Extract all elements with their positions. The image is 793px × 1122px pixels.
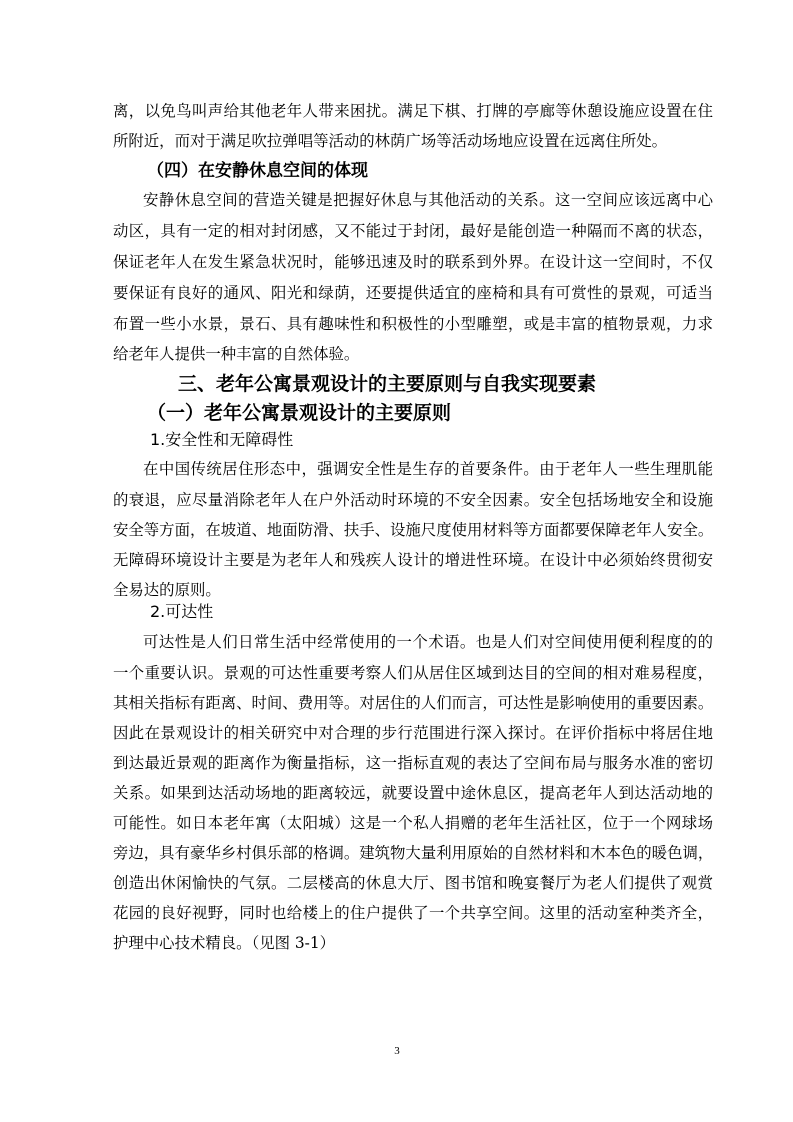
section-title: 三、老年公寓景观设计的主要原则与自我实现要素 <box>178 373 597 395</box>
page-number: 3 <box>394 1045 400 1057</box>
item-title-safety: 1.安全性和无障碍性 <box>150 430 294 449</box>
body-text-line: 可能性。如日本老年寓（太阳城）这是一个私人捐赠的老年生活社区，位于一个网球场 <box>113 814 713 832</box>
body-text-line: 到达最近景观的距离作为衡量指标，这一指标直观的表达了空间布局与服务水准的密切 <box>113 754 713 772</box>
body-text-line: 旁边，具有豪华乡村俱乐部的格调。建筑物大量利用原始的自然材料和木本色的暖色调， <box>113 844 714 862</box>
body-text-line: 安静休息空间的营造关键是把握好休息与其他活动的关系。这一空间应该远离中心 <box>143 191 713 209</box>
body-text-line: 给老年人提供一种丰富的自然体验。 <box>113 345 360 363</box>
body-text-line: 一个重要认识。景观的可达性重要考察人们从居住区域到达目的空间的相对难易程度， <box>113 664 713 682</box>
body-text-line: 的衰退，应尽量消除老年人在户外活动时环境的不安全因素。安全包括场地安全和设施 <box>113 491 713 509</box>
body-text-line: 所附近，而对于满足吹拉弹唱等活动的林荫广场等活动场地应设置在远离住所处。 <box>113 132 668 150</box>
subsection-title: （一）老年公寓景观设计的主要原则 <box>147 402 452 424</box>
body-text-line: 因此在景观设计的相关研究中对合理的步行范围进行深入探讨。在评价指标中将居住地 <box>113 724 713 742</box>
body-text-line: 布置一些小水景，景石、具有趣味性和积极性的小型雕塑，或是丰富的植物景观，力求 <box>113 315 713 333</box>
body-text-line: 其相关指标有距离、时间、费用等。对居住的人们而言，可达性是影响使用的重要因素。 <box>113 694 714 712</box>
body-text-line: 无障碍环境设计主要是为老年人和残疾人设计的增进性环境。在设计中必须始终贯彻安 <box>113 551 713 569</box>
body-text-line: 动区，具有一定的相对封闭感，又不能过于封闭，最好是能创造一种隔而不离的状态， <box>113 222 713 240</box>
subsection-heading-4: （四）在安静休息空间的体现 <box>147 161 368 181</box>
body-text-line: 保证老年人在发生紧急状况时，能够迅速及时的联系到外界。在设计这一空间时，不仅 <box>113 253 713 271</box>
body-text-line: 花园的良好视野，同时也给楼上的住户提供了一个共享空间。这里的活动室种类齐全， <box>113 904 713 922</box>
body-text-line: 安全等方面，在坡道、地面防滑、扶手、设施尺度使用材料等方面都要保障老年人安全。 <box>113 521 714 539</box>
body-text-line: 离，以免鸟叫声给其他老年人带来困扰。满足下棋、打牌的亭廊等休憩设施应设置在住 <box>113 102 713 120</box>
item-title-accessibility: 2.可达性 <box>150 602 214 621</box>
body-text-line: 关系。如果到达活动场地的距离较远，就要设置中途休息区，提高老年人到达活动地的 <box>113 784 713 802</box>
body-text-line: 在中国传统居住形态中，强调安全性是生存的首要条件。由于老年人一些生理肌能 <box>143 460 713 478</box>
body-text-line: 全易达的原则。 <box>113 581 221 599</box>
body-text-line: 创造出休闲愉快的气氛。二层楼高的休息大厅、图书馆和晚宴餐厅为老人们提供了观赏 <box>113 874 713 892</box>
body-text-line: 护理中心技术精良。（见图 3-1） <box>113 934 336 952</box>
body-text-line: 要保证有良好的通风、阳光和绿荫，还要提供适宜的座椅和具有可赏性的景观，可适当 <box>113 284 713 302</box>
body-text-line: 可达性是人们日常生活中经常使用的一个术语。也是人们对空间使用便利程度的的 <box>143 633 713 651</box>
